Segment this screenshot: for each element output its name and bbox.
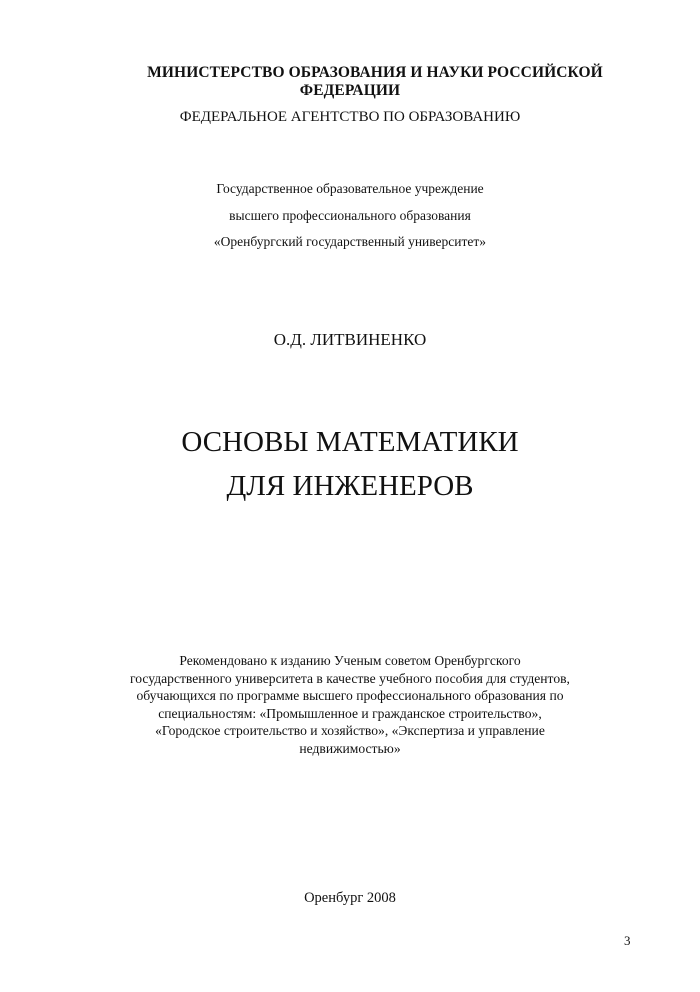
recommendation-line: «Городское строительство и хозяйство», «Экспертиза и управление xyxy=(155,723,545,739)
institution-line-2: высшего профессионального образования xyxy=(229,208,471,223)
imprint-city-year: Оренбург 2008 xyxy=(304,890,396,906)
author-name: О.Д. ЛИТВИНЕНКО xyxy=(273,330,427,349)
institution-line-3: «Оренбургский государственный университет» xyxy=(213,234,487,249)
recommendation-block xyxy=(80,652,620,758)
recommendation-line: специальностям: «Промышленное и гражданское строительство», xyxy=(158,705,542,721)
recommendation-line: недвижимостью» xyxy=(299,740,401,756)
book-title-line-2: ДЛЯ ИНЖЕНЕРОВ xyxy=(226,470,474,502)
agency-line: ФЕДЕРАЛЬНОЕ АГЕНТСТВО ПО ОБРАЗОВАНИЮ xyxy=(179,109,521,125)
institution-line-1: Государственное образовательное учреждение xyxy=(216,181,484,196)
ministry-line-2: ФЕДЕРАЦИИ xyxy=(299,82,401,99)
book-title-line-1: ОСНОВЫ МАТЕМАТИКИ xyxy=(181,426,519,458)
recommendation-line: Рекомендовано к изданию Ученым советом Оренбургского xyxy=(179,653,521,668)
recommendation-line: государственного университета в качестве учебного пособия для студентов, xyxy=(130,670,570,686)
ministry-line-1: МИНИСТЕРСТВО ОБРАЗОВАНИЯ И НАУКИ РОССИЙСКОЙ xyxy=(147,64,603,81)
recommendation-line: обучающихся по программе высшего профессионального образования по xyxy=(136,688,564,704)
page-number: 3 xyxy=(624,933,631,948)
